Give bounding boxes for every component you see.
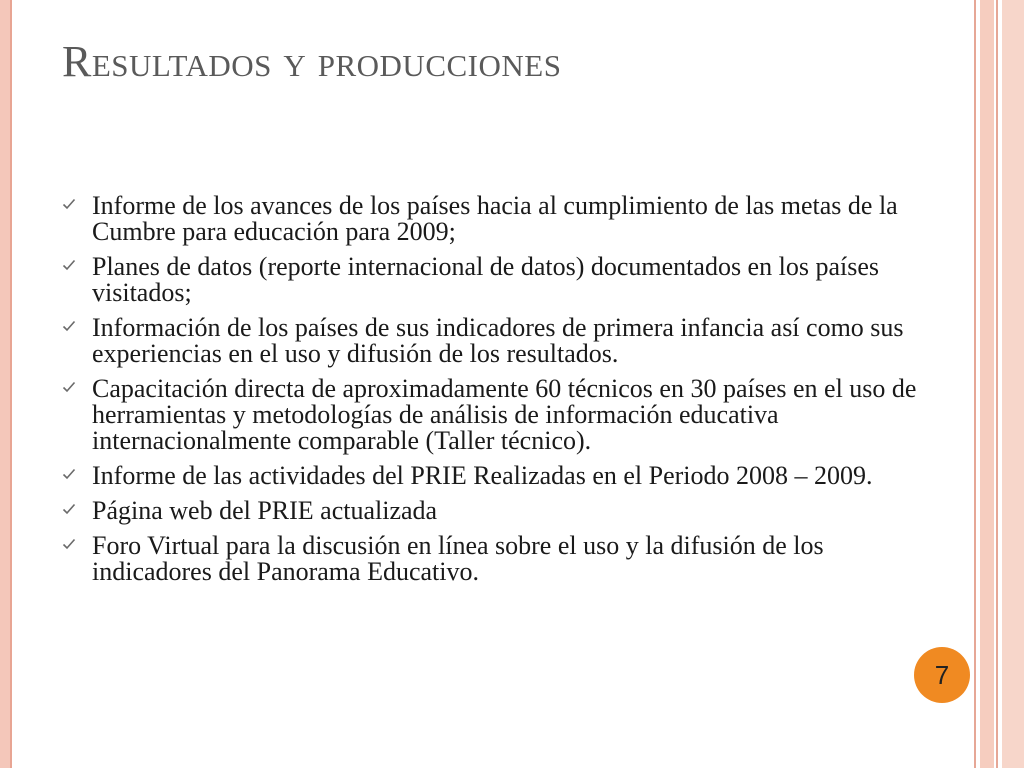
bullet-text: Planes de datos (reporte internacional de datos) documentados en los países visitados; (92, 252, 879, 307)
bullet-text: Informe de las actividades del PRIE Realizadas en el Periodo 2008 – 2009. (92, 461, 873, 490)
page-number-badge: 7 (914, 647, 970, 703)
bullet-text: Informe de los avances de los países hacia al cumplimiento de las metas de la Cumbre para educación para 2009; (92, 191, 898, 246)
checkmark-icon (62, 197, 76, 211)
bullet-text: Foro Virtual para la discusión en línea sobre el uso y la difusión de los indicadores del Panorama Educativo. (92, 531, 824, 586)
bullet-item (60, 254, 930, 306)
checkmark-icon (62, 319, 76, 333)
bullet-text: Página web del PRIE actualizada (92, 496, 438, 525)
right-border-decoration (974, 0, 1024, 768)
slide-title: Resultados y producciones (62, 37, 562, 86)
bullet-item (60, 315, 930, 367)
bullet-item (60, 463, 930, 489)
bullet-text: Capacitación directa de aproximadamente 60 técnicos en 30 países en el uso de herramientas y metodologías de análisis de información educativa internacionalmente comparable (Taller técnico). (92, 374, 917, 455)
checkmark-icon (62, 467, 76, 481)
checkmark-icon (62, 380, 76, 394)
bullet-item (60, 533, 930, 585)
bullet-item (60, 193, 930, 245)
checkmark-icon (62, 537, 76, 551)
bullet-list (60, 193, 930, 594)
bullet-text: Información de los países de sus indicadores de primera infancia así como sus experiencias en el uso y difusión de los resultados. (92, 313, 904, 368)
bullet-item (60, 376, 930, 454)
left-border-decoration (0, 0, 10, 768)
checkmark-icon (62, 258, 76, 272)
bullet-item (60, 498, 930, 524)
checkmark-icon (62, 502, 76, 516)
